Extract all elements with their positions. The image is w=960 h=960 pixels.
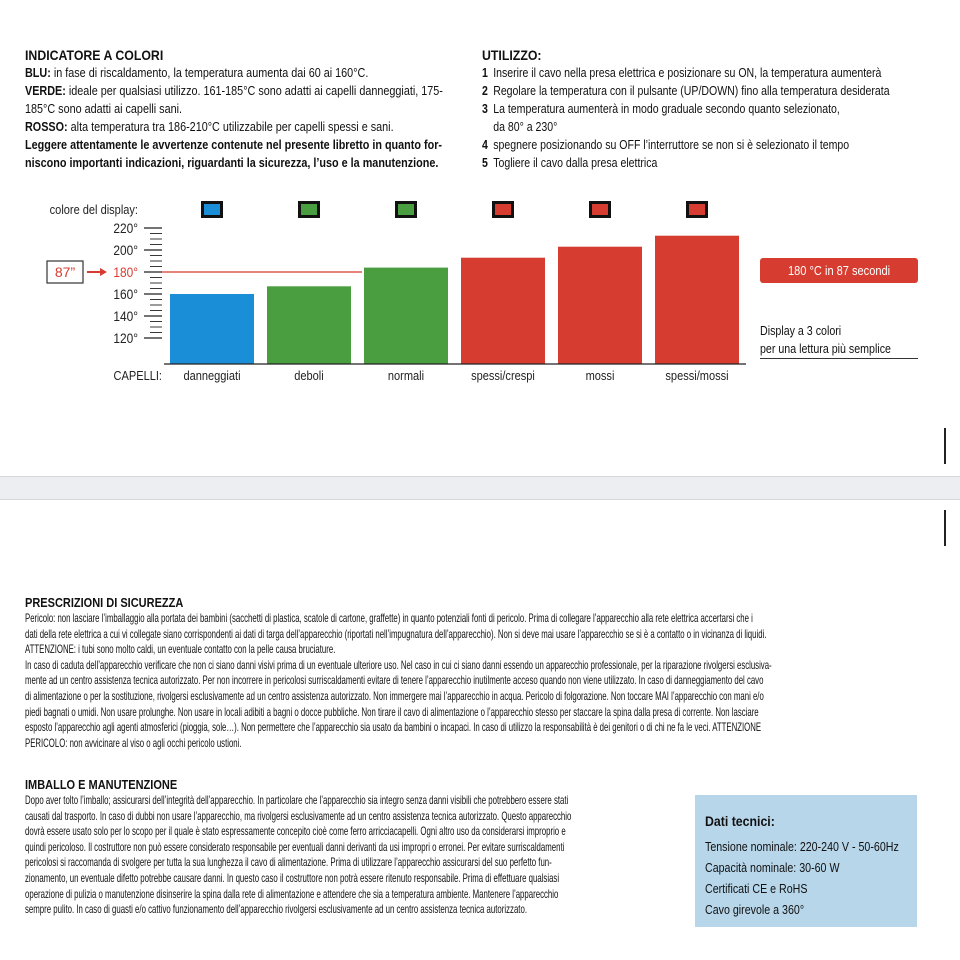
prescrizioni-line: PERICOLO: non avvicinare al viso o agli occhi pericolo ustioni.: [25, 736, 242, 750]
display-color-swatch-spessi/mossi: [689, 204, 705, 215]
prescrizioni-line: ATTENZIONE: i tubi sono molto caldi, un eventuale contatto con la pelle causa bruciature.: [25, 643, 336, 657]
utilizzo-step: 3 La temperatura aumenterà in modo graduale secondo quanto selezionato,: [482, 101, 840, 116]
bar-danneggiati: [170, 294, 254, 364]
indicatore-line: VERDE: ideale per qualsiasi utilizzo. 161-185°C sono adatti ai capelli danneggiati, 175-: [25, 83, 443, 98]
indicatore-line: BLU: in fase di riscaldamento, la temperatura aumenta dai 60 ai 160°C.: [25, 65, 369, 80]
indicatore-lines: [25, 64, 470, 172]
display-color-swatch-spessi/crespi: [495, 204, 511, 215]
manual-page-top: [0, 0, 960, 476]
utilizzo-section: [482, 46, 932, 172]
imballo-line: zionamento, un eventuale difetto potrebbe causare danni. In questo caso il costruttore non potrà essere ritenuto responsabile. Prima di effettuare qualsiasi: [25, 871, 560, 885]
bar-spessi/crespi: [461, 258, 545, 364]
temperature-chart: [0, 190, 960, 390]
prescrizioni-line: piedi bagnati o umidi. Non usare prolunghe. Non usare in locali adibiti a bagni o docce pubbliche. Non tirare il cavo di alimentazione o l’apparecchio stesso per staccare la spina dalla presa di corrente. Non lasciare: [25, 705, 759, 719]
display-note: [760, 322, 920, 358]
bar-spessi/mossi: [655, 236, 739, 364]
display-color-label: colore del display:: [49, 202, 139, 218]
utilizzo-step: 1 Inserire il cavo nella presa elettrica e posizionare su ON, la temperatura aumenterà: [482, 65, 882, 80]
dati-tecnici-row: Capacità nominale: 30-60 W: [705, 860, 840, 875]
utilizzo-title: UTILIZZO:: [482, 47, 542, 63]
heatup-badge-text: 180 °C in 87 secondi: [787, 263, 891, 278]
prescrizioni-lines: [25, 611, 960, 751]
page-gap: [0, 476, 960, 500]
display-note-line-1: Display a 3 colori: [760, 323, 842, 338]
indicatore-line: niscono importanti indicazioni, riguardanti la sicurezza, l’uso e la manutenzione.: [25, 155, 439, 170]
y-tick-label: 160°: [113, 286, 138, 303]
dati-tecnici-row: Cavo girevole a 360°: [705, 902, 805, 917]
y-tick-label: 140°: [113, 308, 138, 325]
heatup-badge: [760, 258, 918, 283]
dati-tecnici-title: Dati tecnici:: [705, 813, 775, 829]
display-color-swatch-normali: [398, 204, 414, 215]
imballo-line: operazione di pulizia o manutenzione disinserire la spina dalla rete di alimentazione e attendere che sia a temperatura ambiente. Mantenere l’apparecchio: [25, 887, 559, 901]
imballo-line: causati dal trasporto. In caso di dubbi non usare l’apparecchio, ma rivolgersi esclusivamente ad un centro assistenza tecnica autorizzato. Questo apparecchio: [25, 809, 572, 823]
utilizzo-step: 5 Togliere il cavo dalla presa elettrica: [482, 155, 658, 170]
prescrizioni-line: di alimentazione o per la sostituzione, rivolgersi esclusivamente ad un centro assistenza autorizzato. Non immergere mai l’apparecchio in acqua. Pericolo di folgorazione. Non toccare MAI l’apparecchio con mani e/o: [25, 689, 764, 703]
category-label-deboli: deboli: [294, 368, 324, 384]
bar-mossi: [558, 247, 642, 364]
time-marker-label: 87”: [54, 264, 76, 280]
utilizzo-step: da 80° a 230°: [493, 119, 558, 134]
utilizzo-step: 2 Regolare la temperatura con il pulsante (UP/DOWN) fino alla temperatura desiderata: [482, 83, 890, 98]
display-color-swatch-danneggiati: [204, 204, 220, 215]
prescrizioni-title: PRESCRIZIONI DI SICUREZZA: [25, 596, 184, 610]
category-label-danneggiati: danneggiati: [183, 368, 241, 384]
imballo-line: dovrà essere usato solo per lo scopo per il quale è stato espressamente concepito cioè come ferro arricciacapelli. Ogni altro uso da considerarsi improprio e: [25, 825, 566, 839]
page-edge-mark: [944, 428, 946, 464]
bar-normali: [364, 268, 448, 364]
imballo-line: Dopo aver tolto l’imballo; assicurarsi dell’integrità dell’apparecchio. In particolare che l’apparecchio sia integro senza danni visibili che potrebbero essere stati: [25, 794, 569, 807]
imballo-title: IMBALLO E MANUTENZIONE: [25, 778, 178, 792]
prescrizioni-line: dati della rete elettrica a cui vi collegate siano corrispondenti ai dati di targa dell’apparecchio (riportati nell’impugnatura dell’apparecchio). Non si deve mai usare l’apparecchio se si è a contatto o in vicinanza di liquidi.: [25, 627, 767, 641]
prescrizioni-line: In caso di caduta dell’apparecchio verificare che non ci siano danni visivi prima di un eventuale ulteriore uso. Nel caso in cui ci siano danni essendo un apparecchio professionale, per la riparazione rivolgersi esclusiva-: [25, 658, 772, 672]
indicatore-line: Leggere attentamente le avvertenze contenute nel presente libretto in quanto for-: [25, 137, 443, 152]
page-edge-mark: [944, 510, 946, 546]
y-tick-label: 220°: [113, 220, 138, 237]
indicatore-title: INDICATORE A COLORI: [25, 47, 164, 63]
indicatore-line: 185°C sono adatti ai capelli sani.: [25, 101, 183, 116]
display-note-line-2: per una lettura più semplice: [760, 341, 891, 356]
category-label-spessi/crespi: spessi/crespi: [471, 368, 535, 384]
bar-deboli: [267, 286, 351, 364]
dati-tecnici-row: Certificati CE e RoHS: [705, 881, 808, 896]
y-tick-label: 180°: [113, 264, 138, 281]
indicatore-line: ROSSO: alta temperatura tra 186-210°C utilizzabile per capelli spessi e sani.: [25, 119, 394, 134]
prescrizioni-line: mente ad un centro assistenza tecnica autorizzato. Per non incorrere in pericolosi surriscaldamenti evitare di tenere l’apparecchio inutilmente acceso quando non viene utilizzato. In caso di danneggiamento del cavo: [25, 674, 764, 688]
prescrizioni-section: [25, 596, 960, 751]
prescrizioni-line: Pericolo: non lasciare l’imballaggio alla portata dei bambini (sacchetti di plastica, scatole di cartone, graffette) in quanto potenziali fonti di pericolo. Prima di collegare l’apparecchio alla rete elettrica accertarsi che i: [25, 612, 753, 625]
utilizzo-step: 4 spegnere posizionando su OFF l’interruttore se non si è selezionato il tempo: [482, 137, 850, 152]
y-tick-label: 200°: [113, 242, 138, 259]
display-color-swatch-deboli: [301, 204, 317, 215]
dati-tecnici-box: [695, 795, 917, 927]
imballo-line: quindi pericoloso. Il costruttore non può essere considerato responsabile per eventuali danni derivanti da usi impropri o erronei. Per evitare surriscaldamenti: [25, 840, 565, 854]
dati-tecnici-row: Tensione nominale: 220-240 V - 50-60Hz: [705, 839, 899, 854]
manual-page-bottom: [0, 500, 960, 960]
category-label-mossi: mossi: [585, 368, 615, 384]
display-color-swatch-mossi: [592, 204, 608, 215]
time-marker-arrowhead: [100, 268, 107, 276]
y-tick-label: 120°: [113, 330, 138, 347]
display-note-rule: [760, 358, 918, 359]
category-label-spessi/mossi: spessi/mossi: [665, 368, 729, 384]
indicatore-section: [25, 46, 470, 172]
imballo-line: sempre pulito. In caso di guasti e/o cattivo funzionamento dell’apparecchio rivolgersi esclusivamente ad un centro assistenza tecnica autorizzato.: [25, 903, 527, 917]
prescrizioni-line: esposto l’apparecchio agli agenti atmosferici (pioggia, sole…). Non permettere che l’apparecchio sia usato da bambini o incapaci. In caso di utilizzo la responsabilità è dei genitori o di chi ne fa le veci. ATTENZIONE: [25, 721, 762, 735]
x-axis-label: CAPELLI:: [113, 368, 163, 384]
imballo-line: pericolosi si raccomanda di svolgere per tutta la sua lunghezza il cavo di alimentazione. Prima di utilizzare l’apparecchio assicurarsi del suo perfetto fun-: [25, 856, 552, 870]
utilizzo-steps: [482, 64, 932, 172]
category-label-normali: normali: [387, 368, 425, 384]
